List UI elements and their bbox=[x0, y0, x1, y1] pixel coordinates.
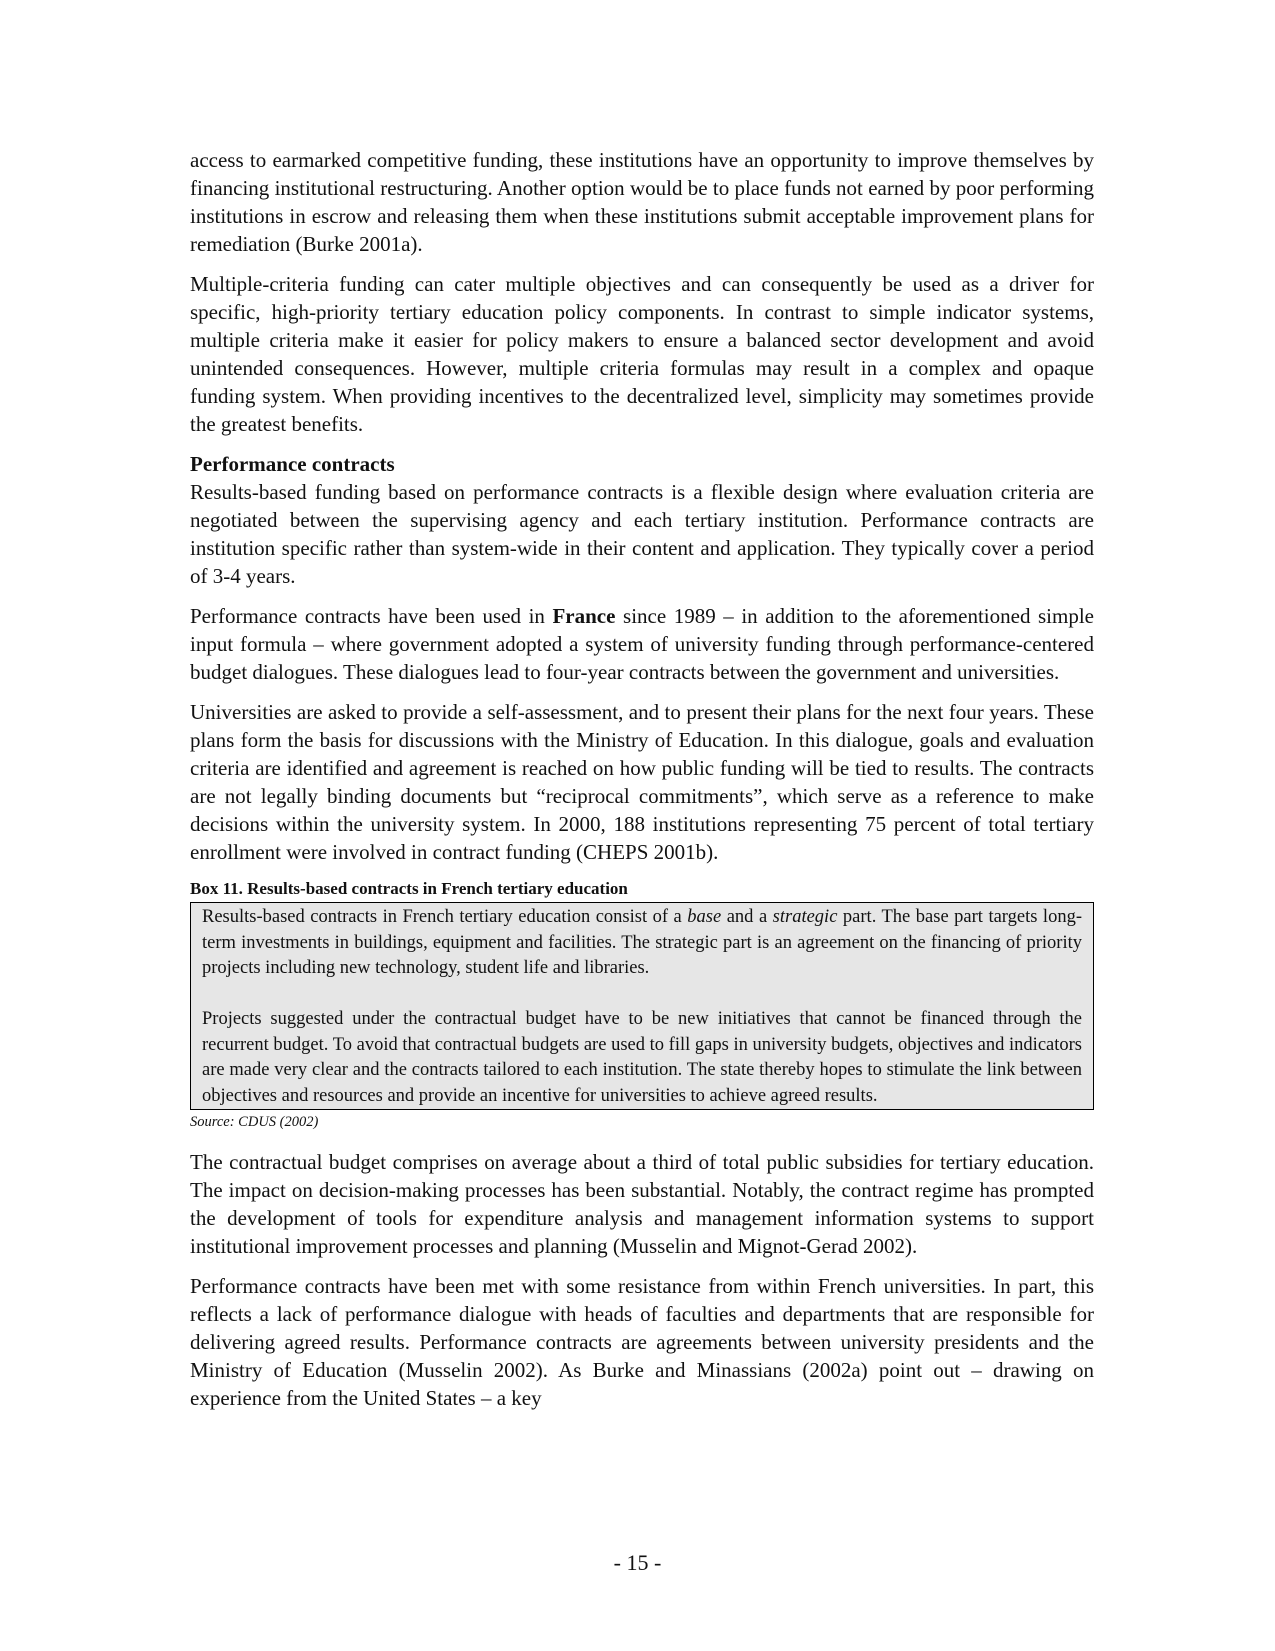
paragraph-escrow: access to earmarked competitive funding, these institutions have an opportunity to improve themselves by financing institutional restructuring. Another option would be to place funds not earned by poor performing institutions in escrow and releasing them when these institutions submit acceptable improvement plans for remediation (Burke 2001a). bbox=[190, 148, 1094, 256]
document-page bbox=[190, 146, 1094, 1424]
section-heading-performance-contracts: Performance contracts bbox=[190, 452, 395, 476]
france-text-after: since 1989 – in addition to the aforementioned simple input formula – where government adopted a system of university funding through performance-centered budget dialogues. These dialogues lead to four-year contracts between the government and universities. bbox=[190, 604, 1094, 684]
box-p1-text-c: part. The base part targets long-term investments in buildings, equipment and facilities. The strategic part is an agreement on the financing of priority projects including new technology, student life and libraries. bbox=[202, 907, 1082, 978]
page-number: - 15 - bbox=[613, 1550, 662, 1575]
box-paragraph-1 bbox=[202, 905, 1082, 982]
box-title: Box 11. Results-based contracts in French tertiary education bbox=[190, 879, 628, 898]
paragraph-performance-contracts-intro: Results-based funding based on performance contracts is a flexible design where evaluation criteria are negotiated between the supervising agency and each tertiary institution. Performance contracts are institution specific rather than system-wide in their content and application. They typically cover a period of 3-4 years. bbox=[190, 480, 1094, 588]
france-text-before: Performance contracts have been used in bbox=[190, 604, 553, 628]
paragraph-resistance: Performance contracts have been met with some resistance from within French universities. In part, this reflects a lack of performance dialogue with heads of faculties and departments that are responsible for delivering agreed results. Performance contracts are agreements between university presidents and the Ministry of Education (Musselin 2002). As Burke and Minassians (2002a) point out – drawing on experience from the United States – a key bbox=[190, 1274, 1094, 1410]
france-bold: France bbox=[552, 604, 616, 628]
box-source: Source: CDUS (2002) bbox=[190, 1114, 319, 1130]
box-paragraph-gap bbox=[202, 982, 1082, 1008]
paragraph-contractual-budget: The contractual budget comprises on average about a third of total public subsidies for tertiary education. The impact on decision-making processes has been substantial. Notably, the contract regime has prompted the development of tools for expenditure analysis and management information systems to support institutional improvement processes and planning (Musselin and Mignot-Gerad 2002). bbox=[190, 1150, 1094, 1258]
info-box bbox=[190, 902, 1094, 1110]
box-p1-text-b: and a bbox=[721, 907, 773, 927]
box-paragraph-2: Projects suggested under the contractual budget have to be new initiatives that cannot be financed through the recurrent budget. To avoid that contractual budgets are used to fill gaps in university budgets, objectives and indicators are made very clear and the contracts tailored to each institution. The state thereby hopes to stimulate the link between objectives and resources and provide an incentive for universities to achieve agreed results. bbox=[202, 1009, 1082, 1106]
box-p1-text-a: Results-based contracts in French tertiary education consist of a bbox=[202, 907, 688, 927]
box-p1-italic-base: base bbox=[687, 907, 722, 927]
paragraph-multiple-criteria: Multiple-criteria funding can cater multiple objectives and can consequently be used as a driver for specific, high-priority tertiary education policy components. In contrast to simple indicator systems, multiple criteria make it easier for policy makers to ensure a balanced sector development and avoid unintended consequences. However, multiple criteria formulas may result in a complex and opaque funding system. When providing incentives to the decentralized level, simplicity may sometimes provide the greatest benefits. bbox=[190, 272, 1094, 436]
paragraph-france bbox=[190, 602, 1094, 686]
paragraph-self-assessment: Universities are asked to provide a self-assessment, and to present their plans for the next four years. These plans form the basis for discussions with the Ministry of Education. In this dialogue, goals and evaluation criteria are identified and agreement is reached on how public funding will be tied to results. The contracts are not legally binding documents but “reciprocal commitments”, which serve as a reference to make decisions within the university system. In 2000, 188 institutions representing 75 percent of total tertiary enrollment were involved in contract funding (CHEPS 2001b). bbox=[190, 700, 1094, 864]
box-p1-italic-strategic: strategic bbox=[772, 907, 838, 927]
